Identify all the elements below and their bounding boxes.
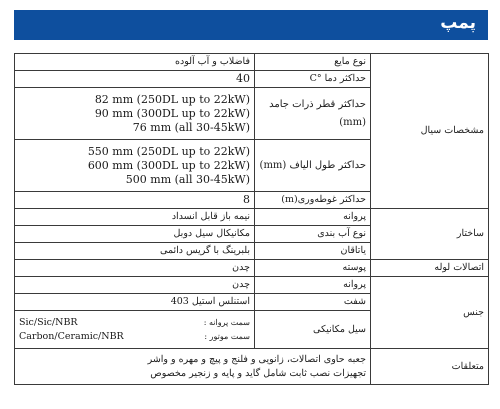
category-structure: ساختار [371, 209, 489, 260]
value-material-impeller: چدن [15, 277, 255, 294]
value-max-particle [15, 88, 255, 140]
prop-impeller: پروانه [255, 209, 371, 226]
seal-impeller-side [19, 316, 250, 330]
spec-table [14, 53, 489, 385]
category-fluid: مشخصات سیال [371, 54, 489, 209]
page-title: پمپ [440, 13, 476, 33]
table-row [15, 349, 489, 385]
title-bar [14, 10, 488, 40]
prop-max-particle: حداکثر قطر ذرات جامد (mm) [255, 88, 371, 140]
value-bearing: بلبرینگ با گریس دائمی [15, 243, 255, 260]
prop-mech-seal: سیل مکانیکی [255, 311, 371, 349]
prop-fluid-type: نوع مایع [255, 54, 371, 71]
value-impeller: نیمه باز قابل انسداد [15, 209, 255, 226]
prop-max-fiber: حداکثر طول الیاف (mm) [255, 140, 371, 192]
category-material: جنس [371, 277, 489, 349]
prop-shaft: شفت [255, 294, 371, 311]
prop-max-submersion: حداکثر غوطه‌وری(m) [255, 192, 371, 209]
prop-casing: پوسته [255, 260, 371, 277]
prop-bearing: یاتاقان [255, 243, 371, 260]
accessory-line-2: تجهیزات نصب ثابت شامل گاید و پایه و زنجیر مخصوص [150, 367, 366, 379]
value-shaft: استنلس استیل 403 [15, 294, 255, 311]
list-item: 76 mm (all 30-45kW) [132, 120, 250, 134]
value-fluid-type: فاضلاب و آب آلوده [15, 54, 255, 71]
prop-max-temp: حداکثر دما °C [255, 71, 371, 88]
category-pipe-connection: اتصالات لوله [371, 260, 489, 277]
seal-motor-side-value: Carbon/Ceramic/NBR [19, 330, 124, 342]
value-max-temp: 40 [15, 71, 255, 88]
list-item: 600 mm (300DL up to 22kW) [87, 158, 250, 172]
value-sealing: مکانیکال سیل دوبل [15, 226, 255, 243]
list-item: 500 mm (all 30-45kW) [125, 172, 250, 186]
list-item: 90 mm (300DL up to 22kW) [94, 106, 250, 120]
list-item: 82 mm (250DL up to 22kW) [94, 92, 250, 106]
table-row [15, 209, 489, 226]
seal-impeller-side-label: سمت پروانه : [203, 317, 250, 327]
table-row [15, 54, 489, 71]
value-casing: چدن [15, 260, 255, 277]
list-item: 550 mm (250DL up to 22kW) [87, 144, 250, 158]
value-max-submersion: 8 [15, 192, 255, 209]
table-row [15, 260, 489, 277]
category-accessories: متعلقات [371, 349, 489, 385]
seal-motor-side-label: سمت موتور : [204, 331, 250, 341]
accessory-line-1: جعبه حاوی اتصالات، زانویی و فلنج و پیچ و مهره و واشر [147, 353, 366, 365]
value-accessories [15, 349, 371, 385]
seal-impeller-side-value: Sic/Sic/NBR [19, 316, 78, 328]
seal-motor-side [19, 330, 250, 344]
prop-material-impeller: پروانه [255, 277, 371, 294]
value-mech-seal [15, 311, 255, 349]
prop-sealing: نوع آب بندی [255, 226, 371, 243]
table-row [15, 277, 489, 294]
value-max-fiber [15, 140, 255, 192]
